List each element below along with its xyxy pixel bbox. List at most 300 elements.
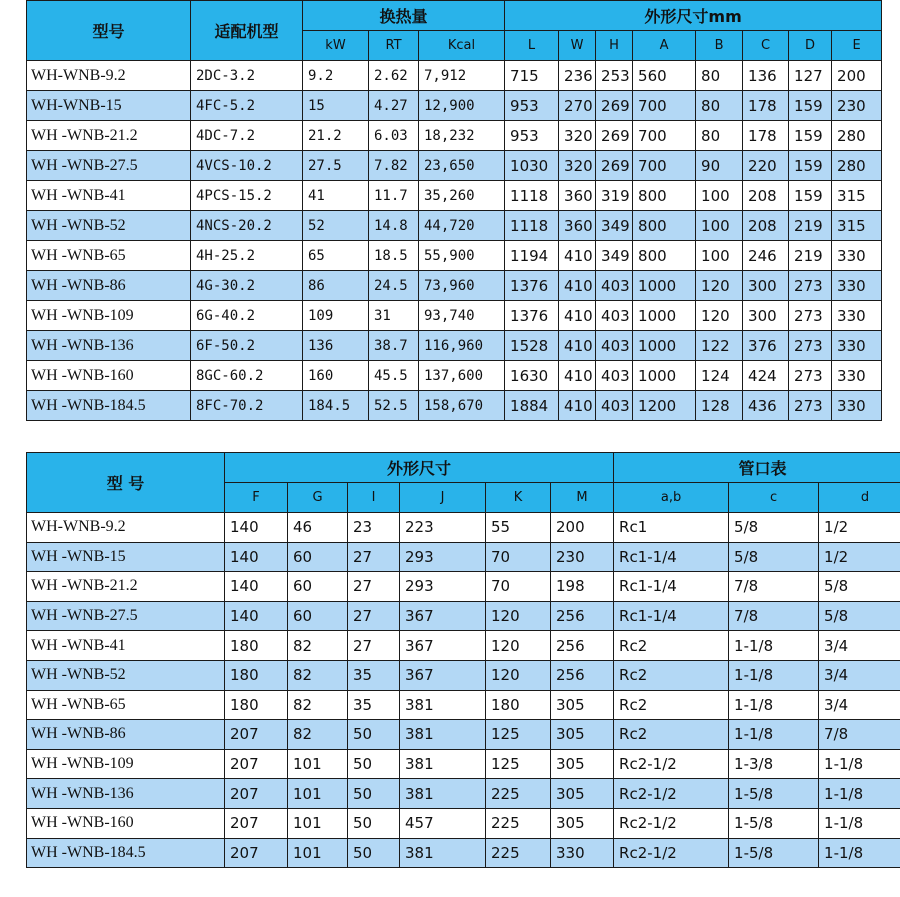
header-kcal: Kcal: [419, 31, 505, 61]
table-cell: 27: [348, 631, 400, 661]
table-cell: 1194: [505, 241, 559, 271]
table-cell: 109: [303, 301, 369, 331]
table-cell: 1000: [633, 331, 696, 361]
table-cell: 46: [288, 513, 348, 543]
table-cell: 23,650: [419, 151, 505, 181]
table-row: [27, 151, 882, 181]
table-cell: 9.2: [303, 61, 369, 91]
table-row: [27, 690, 900, 720]
table-cell: 207: [225, 720, 288, 750]
table-cell: 35: [348, 690, 400, 720]
table-row: [27, 271, 882, 301]
table-cell: 198: [551, 572, 614, 602]
table-cell: 1630: [505, 361, 559, 391]
table-cell: 207: [225, 779, 288, 809]
table-cell: 80: [696, 91, 743, 121]
model-cell: WH -WNB-86: [27, 720, 225, 750]
table-cell: 6.03: [369, 121, 419, 151]
table-cell: 1528: [505, 331, 559, 361]
table-cell: 82: [288, 631, 348, 661]
table-row: [27, 749, 900, 779]
table-cell: 381: [400, 720, 486, 750]
table-cell: 140: [225, 601, 288, 631]
table-cell: Rc1-1/4: [614, 572, 729, 602]
table-cell: 280: [832, 121, 882, 151]
table-cell: 60: [288, 542, 348, 572]
table-cell: 300: [743, 301, 789, 331]
table-cell: 180: [486, 690, 551, 720]
table-cell: 367: [400, 660, 486, 690]
table-cell: 410: [559, 361, 596, 391]
model-cell: WH -WNB-184.5: [27, 838, 225, 868]
model-cell: WH -WNB-41: [27, 181, 191, 211]
table-cell: 410: [559, 331, 596, 361]
table-cell: 100: [696, 211, 743, 241]
table-cell: 236: [559, 61, 596, 91]
table-cell: 208: [743, 211, 789, 241]
table-cell: 330: [832, 271, 882, 301]
table-cell: 93,740: [419, 301, 505, 331]
table-cell: 349: [596, 211, 633, 241]
header-K: K: [486, 483, 551, 513]
table-cell: 349: [596, 241, 633, 271]
table-cell: 219: [789, 211, 832, 241]
table-cell: 360: [559, 181, 596, 211]
table-cell: 1/2: [819, 542, 900, 572]
table-cell: 305: [551, 808, 614, 838]
table-cell: 5/8: [729, 542, 819, 572]
table-row: [27, 241, 882, 271]
table-cell: 140: [225, 513, 288, 543]
table-cell: 410: [559, 271, 596, 301]
table-cell: 207: [225, 749, 288, 779]
table-cell: 1-1/8: [729, 690, 819, 720]
header-J: J: [400, 483, 486, 513]
table-cell: 330: [551, 838, 614, 868]
table-cell: 320: [559, 151, 596, 181]
model-cell: WH -WNB-21.2: [27, 572, 225, 602]
table-row: [27, 601, 900, 631]
table-cell: 953: [505, 121, 559, 151]
table-cell: 27: [348, 572, 400, 602]
table-cell: 100: [696, 241, 743, 271]
table-cell: 253: [596, 61, 633, 91]
header-model: 型号: [27, 1, 191, 61]
table-cell: 225: [486, 808, 551, 838]
table-cell: 800: [633, 211, 696, 241]
model-cell: WH -WNB-136: [27, 779, 225, 809]
table-cell: 27.5: [303, 151, 369, 181]
table-cell: 50: [348, 779, 400, 809]
table-cell: 219: [789, 241, 832, 271]
table-row: [27, 361, 882, 391]
table-row: [27, 660, 900, 690]
table-cell: 246: [743, 241, 789, 271]
table-row: [27, 572, 900, 602]
table-cell: 120: [696, 271, 743, 301]
table-row: [27, 91, 882, 121]
table-cell: 3/4: [819, 660, 900, 690]
table-cell: 305: [551, 749, 614, 779]
table-cell: 44,720: [419, 211, 505, 241]
table-cell: 273: [789, 391, 832, 421]
table-cell: 122: [696, 331, 743, 361]
table-cell: 367: [400, 631, 486, 661]
table-cell: 403: [596, 271, 633, 301]
table-cell: 8FC-70.2: [191, 391, 303, 421]
table-cell: 4G-30.2: [191, 271, 303, 301]
model-cell: WH -WNB-109: [27, 301, 191, 331]
table-cell: 4FC-5.2: [191, 91, 303, 121]
table-cell: 178: [743, 91, 789, 121]
model-cell: WH-WNB-9.2: [27, 513, 225, 543]
table-cell: 136: [743, 61, 789, 91]
table-cell: 436: [743, 391, 789, 421]
table-cell: 12,900: [419, 91, 505, 121]
table-cell: 256: [551, 601, 614, 631]
header-W: W: [559, 31, 596, 61]
table-row: [27, 542, 900, 572]
table-cell: 159: [789, 151, 832, 181]
table-cell: 1376: [505, 301, 559, 331]
table-cell: 60: [288, 601, 348, 631]
model-cell: WH-WNB-15: [27, 91, 191, 121]
table-cell: 225: [486, 779, 551, 809]
header-compressor: 适配机型: [191, 1, 303, 61]
table-cell: 52.5: [369, 391, 419, 421]
table-cell: Rc2: [614, 660, 729, 690]
table-cell: 90: [696, 151, 743, 181]
table-cell: 403: [596, 361, 633, 391]
table-cell: 101: [288, 749, 348, 779]
table-cell: 52: [303, 211, 369, 241]
table-cell: 101: [288, 838, 348, 868]
table-cell: 160: [303, 361, 369, 391]
table-cell: 315: [832, 211, 882, 241]
model-cell: WH -WNB-52: [27, 660, 225, 690]
table-cell: 4PCS-15.2: [191, 181, 303, 211]
header-G: G: [288, 483, 348, 513]
model-cell: WH -WNB-65: [27, 241, 191, 271]
table-cell: 220: [743, 151, 789, 181]
table-cell: 269: [596, 91, 633, 121]
table-cell: Rc2: [614, 720, 729, 750]
header-heat-capacity: 换热量: [303, 1, 505, 31]
header-ab: a,b: [614, 483, 729, 513]
table-cell: 403: [596, 301, 633, 331]
table-cell: 1-1/8: [819, 749, 900, 779]
table-cell: 101: [288, 808, 348, 838]
table-cell: 21.2: [303, 121, 369, 151]
table-cell: 700: [633, 121, 696, 151]
table-cell: 178: [743, 121, 789, 151]
table-cell: 50: [348, 838, 400, 868]
table-cell: 2.62: [369, 61, 419, 91]
model-cell: WH -WNB-21.2: [27, 121, 191, 151]
table-cell: 330: [832, 331, 882, 361]
table-cell: 330: [832, 391, 882, 421]
table-cell: 2DC-3.2: [191, 61, 303, 91]
table-cell: 18.5: [369, 241, 419, 271]
table-cell: 200: [832, 61, 882, 91]
table-cell: Rc1-1/4: [614, 601, 729, 631]
table-cell: 73,960: [419, 271, 505, 301]
table-cell: 1-5/8: [729, 779, 819, 809]
table-cell: 1030: [505, 151, 559, 181]
table-cell: Rc2: [614, 690, 729, 720]
table-cell: 11.7: [369, 181, 419, 211]
table-cell: 1200: [633, 391, 696, 421]
table-cell: 200: [551, 513, 614, 543]
table-cell: Rc2-1/2: [614, 779, 729, 809]
table-row: [27, 181, 882, 211]
header-I: I: [348, 483, 400, 513]
table-cell: Rc1: [614, 513, 729, 543]
header-kw: kW: [303, 31, 369, 61]
table-cell: 100: [696, 181, 743, 211]
header-C: C: [743, 31, 789, 61]
table-cell: 4VCS-10.2: [191, 151, 303, 181]
table-cell: 208: [743, 181, 789, 211]
table-cell: 7.82: [369, 151, 419, 181]
specs-table-body: [27, 61, 882, 421]
model-cell: WH -WNB-160: [27, 808, 225, 838]
table-cell: 376: [743, 331, 789, 361]
table-cell: 82: [288, 690, 348, 720]
table-cell: 4DC-7.2: [191, 121, 303, 151]
header-M: M: [551, 483, 614, 513]
header-model: 型 号: [27, 453, 225, 513]
table-cell: 35,260: [419, 181, 505, 211]
table-cell: 101: [288, 779, 348, 809]
table-cell: 800: [633, 241, 696, 271]
table-cell: 700: [633, 91, 696, 121]
header-dimensions: 外形尺寸: [225, 453, 614, 483]
specs-table: [26, 0, 882, 421]
table-cell: 24.5: [369, 271, 419, 301]
table-cell: 293: [400, 542, 486, 572]
table-cell: 410: [559, 391, 596, 421]
table-cell: 381: [400, 749, 486, 779]
table-cell: 65: [303, 241, 369, 271]
table-cell: 315: [832, 181, 882, 211]
table-cell: 700: [633, 151, 696, 181]
table-cell: 180: [225, 690, 288, 720]
table-cell: 280: [832, 151, 882, 181]
table-cell: 5/8: [819, 572, 900, 602]
table-cell: 1000: [633, 301, 696, 331]
table-cell: 6G-40.2: [191, 301, 303, 331]
table-cell: 1-1/8: [729, 631, 819, 661]
table-cell: 330: [832, 301, 882, 331]
table-cell: 269: [596, 121, 633, 151]
table-cell: 715: [505, 61, 559, 91]
table-cell: 1000: [633, 361, 696, 391]
table-cell: 6F-50.2: [191, 331, 303, 361]
table-cell: 158,670: [419, 391, 505, 421]
table-cell: 953: [505, 91, 559, 121]
table-cell: 38.7: [369, 331, 419, 361]
table-cell: 3/4: [819, 690, 900, 720]
table-cell: 330: [832, 361, 882, 391]
table-cell: 41: [303, 181, 369, 211]
table-cell: 4.27: [369, 91, 419, 121]
table-cell: 424: [743, 361, 789, 391]
table-cell: 120: [486, 601, 551, 631]
table-cell: 120: [696, 301, 743, 331]
table-cell: 230: [551, 542, 614, 572]
table-cell: 184.5: [303, 391, 369, 421]
header-A: A: [633, 31, 696, 61]
table-cell: 800: [633, 181, 696, 211]
model-cell: WH -WNB-27.5: [27, 601, 225, 631]
table-cell: 207: [225, 838, 288, 868]
header-H: H: [596, 31, 633, 61]
table-cell: 225: [486, 838, 551, 868]
table-cell: 1118: [505, 211, 559, 241]
table-cell: 410: [559, 241, 596, 271]
table-cell: 1118: [505, 181, 559, 211]
table-cell: 70: [486, 572, 551, 602]
header-D: D: [789, 31, 832, 61]
table-cell: 50: [348, 749, 400, 779]
table-cell: 180: [225, 631, 288, 661]
table-cell: 70: [486, 542, 551, 572]
table-cell: 86: [303, 271, 369, 301]
table-cell: 1376: [505, 271, 559, 301]
table-cell: 50: [348, 808, 400, 838]
table-cell: 4H-25.2: [191, 241, 303, 271]
table-cell: 60: [288, 572, 348, 602]
table-cell: 4NCS-20.2: [191, 211, 303, 241]
table-cell: 367: [400, 601, 486, 631]
table-cell: 207: [225, 808, 288, 838]
table-row: [27, 211, 882, 241]
table-row: [27, 631, 900, 661]
table-cell: 1-1/8: [729, 720, 819, 750]
table-cell: 1-5/8: [729, 808, 819, 838]
table-cell: Rc2-1/2: [614, 749, 729, 779]
table-cell: 5/8: [729, 513, 819, 543]
table-row: [27, 779, 900, 809]
model-cell: WH -WNB-27.5: [27, 151, 191, 181]
table-cell: 330: [832, 241, 882, 271]
table-cell: 125: [486, 749, 551, 779]
table-cell: 7,912: [419, 61, 505, 91]
table-cell: 127: [789, 61, 832, 91]
table-cell: 140: [225, 572, 288, 602]
table-cell: 1-1/8: [819, 808, 900, 838]
table-cell: 273: [789, 331, 832, 361]
model-cell: WH-WNB-9.2: [27, 61, 191, 91]
table-cell: Rc2-1/2: [614, 808, 729, 838]
table-cell: 381: [400, 838, 486, 868]
table-cell: 180: [225, 660, 288, 690]
model-cell: WH -WNB-136: [27, 331, 191, 361]
table-row: [27, 513, 900, 543]
table-cell: 300: [743, 271, 789, 301]
table-cell: 50: [348, 720, 400, 750]
table-cell: 7/8: [729, 601, 819, 631]
table-cell: 305: [551, 690, 614, 720]
header-E: E: [832, 31, 882, 61]
table-cell: 319: [596, 181, 633, 211]
table-cell: 120: [486, 631, 551, 661]
table-cell: 35: [348, 660, 400, 690]
table-cell: 55,900: [419, 241, 505, 271]
model-cell: WH -WNB-52: [27, 211, 191, 241]
table-cell: 124: [696, 361, 743, 391]
header-L: L: [505, 31, 559, 61]
model-cell: WH -WNB-184.5: [27, 391, 191, 421]
table-cell: 137,600: [419, 361, 505, 391]
header-pipe-ports: 管口表: [614, 453, 900, 483]
table-row: [27, 301, 882, 331]
header-rt: RT: [369, 31, 419, 61]
table-cell: 159: [789, 181, 832, 211]
header-B: B: [696, 31, 743, 61]
table-cell: 273: [789, 301, 832, 331]
table-cell: 128: [696, 391, 743, 421]
table-cell: 55: [486, 513, 551, 543]
table-cell: 8GC-60.2: [191, 361, 303, 391]
table-cell: 159: [789, 121, 832, 151]
table-cell: 1-3/8: [729, 749, 819, 779]
table-row: [27, 720, 900, 750]
table-cell: 1-1/8: [819, 779, 900, 809]
table-cell: 1884: [505, 391, 559, 421]
model-cell: WH -WNB-41: [27, 631, 225, 661]
table-cell: 223: [400, 513, 486, 543]
table-cell: 403: [596, 331, 633, 361]
table-cell: 269: [596, 151, 633, 181]
table-row: [27, 838, 900, 868]
table-cell: 256: [551, 660, 614, 690]
table-cell: 410: [559, 301, 596, 331]
table-cell: 305: [551, 779, 614, 809]
pipe-table-body: [27, 513, 900, 868]
table-cell: 80: [696, 121, 743, 151]
table-cell: 27: [348, 601, 400, 631]
model-cell: WH -WNB-86: [27, 271, 191, 301]
table-cell: 1-1/8: [729, 660, 819, 690]
table-cell: 293: [400, 572, 486, 602]
table-cell: 14.8: [369, 211, 419, 241]
table-cell: 31: [369, 301, 419, 331]
table-cell: 320: [559, 121, 596, 151]
header-F: F: [225, 483, 288, 513]
table-cell: 273: [789, 361, 832, 391]
table-row: [27, 61, 882, 91]
table-cell: 5/8: [819, 601, 900, 631]
table-cell: 27: [348, 542, 400, 572]
table-cell: 1-1/8: [819, 838, 900, 868]
table-cell: 82: [288, 660, 348, 690]
model-cell: WH -WNB-160: [27, 361, 191, 391]
table-cell: 256: [551, 631, 614, 661]
table-cell: 1000: [633, 271, 696, 301]
pipe-table: [26, 452, 900, 868]
table-row: [27, 391, 882, 421]
table-cell: 560: [633, 61, 696, 91]
table-cell: Rc2: [614, 631, 729, 661]
table-cell: 3/4: [819, 631, 900, 661]
table-cell: 125: [486, 720, 551, 750]
table-cell: Rc1-1/4: [614, 542, 729, 572]
table-row: [27, 808, 900, 838]
model-cell: WH -WNB-109: [27, 749, 225, 779]
table-cell: 15: [303, 91, 369, 121]
